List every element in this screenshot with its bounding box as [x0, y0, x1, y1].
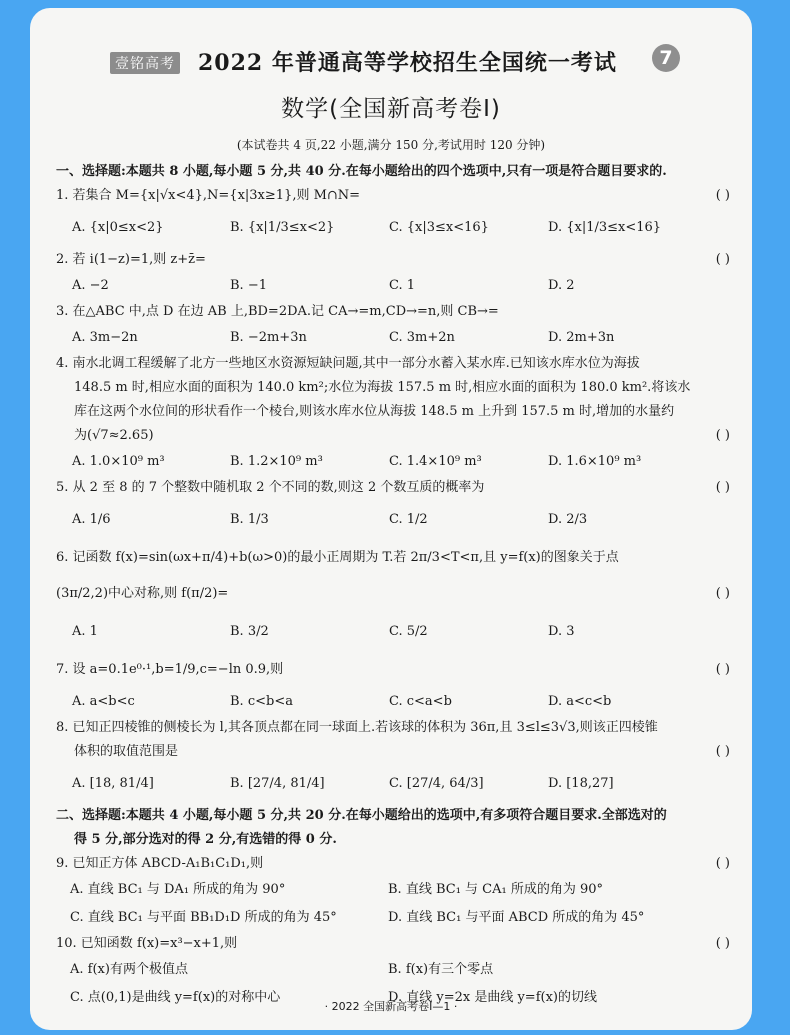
option-c: C. 1.4×10⁹ m³ — [389, 454, 482, 469]
option-a: A. f(x)有两个极值点 — [70, 962, 188, 977]
option-c: C. [27/4, 64/3] — [389, 776, 484, 791]
paper-number-badge: 7 — [652, 44, 680, 72]
question-stem — [56, 184, 740, 208]
question-3-stem: 3. 在△ABC 中,点 D 在边 AB 上,BD=2DA.记 CA→=m,CD→=n,则 CB→= — [56, 304, 499, 319]
question-5-options — [56, 500, 740, 540]
option-b: B. [27/4, 81/4] — [230, 776, 325, 791]
answer-bracket: ( ) — [715, 744, 730, 759]
question-4-line: 4. 南水北调工程缓解了北方一些地区水资源短缺问题,其中一部分水蓄入某水库.已知该水库水位为海拔 — [56, 356, 640, 371]
option-d: D. [18,27] — [548, 776, 614, 791]
brand-logo: 壹铭高考 — [110, 52, 180, 74]
question-6-options — [56, 612, 740, 652]
page-footer: · 2022 全国新高考卷Ⅰ—1 · — [324, 1000, 458, 1013]
option-d: D. 2/3 — [548, 512, 588, 527]
question-8-line: 体积的取值范围是 — [74, 744, 179, 759]
answer-bracket: ( ) — [715, 480, 730, 495]
option-a: A. [18, 81/4] — [72, 776, 154, 791]
option-c: C. {x|3≤x<16} — [389, 220, 489, 235]
option-a: A. 3m−2n — [72, 330, 138, 345]
question-stem — [56, 476, 740, 500]
answer-bracket: ( ) — [715, 188, 730, 203]
exam-paper — [30, 8, 752, 1030]
question-10-options — [56, 956, 740, 984]
questions-body — [56, 160, 740, 1012]
option-d: D. a<c<b — [548, 694, 612, 709]
subject-title: 数学(全国新高考卷Ⅰ) — [281, 96, 501, 122]
question-6-line: 6. 记函数 f(x)=sin(ωx+π/4)+b(ω>0)的最小正周期为 T.若 2π/3<T<π,且 y=f(x)的图象关于点 — [56, 550, 619, 565]
option-b: B. 3/2 — [230, 624, 269, 639]
section-heading: 二、选择题:本题共 4 小题,每小题 5 分,共 20 分.在每小题给出的选项中,有多项符合题目要求.全部选对的 — [56, 808, 667, 823]
exam-header — [30, 44, 752, 84]
option-b: B. f(x)有三个零点 — [388, 962, 494, 977]
answer-bracket: ( ) — [715, 856, 730, 871]
option-b: B. 1.2×10⁹ m³ — [230, 454, 323, 469]
option-b: B. c<b<a — [230, 694, 293, 709]
question-2-options — [56, 272, 740, 300]
option-c: C. 1/2 — [389, 512, 428, 527]
option-d: D. 2 — [548, 278, 575, 293]
question-9-options — [56, 876, 740, 904]
option-a: A. 1.0×10⁹ m³ — [72, 454, 165, 469]
question-stem — [56, 852, 740, 876]
option-c: C. 点(0,1)是曲线 y=f(x)的对称中心 — [70, 990, 281, 1005]
option-a: A. {x|0≤x<2} — [72, 220, 164, 235]
question-4-options — [56, 448, 740, 476]
question-stem — [56, 652, 740, 688]
paper-info: (本试卷共 4 页,22 小题,满分 150 分,考试用时 120 分钟) — [236, 138, 546, 152]
option-d: D. 1.6×10⁹ m³ — [548, 454, 642, 469]
option-d: D. 3 — [548, 624, 575, 639]
answer-bracket: ( ) — [715, 586, 730, 601]
question-4-line: 148.5 m 时,相应水面的面积为 140.0 km²;水位为海拔 157.5 m 时,相应水面的面积为 180.0 km².将该水 — [74, 380, 691, 395]
question-4-line: 为(√7≈2.65) — [74, 428, 154, 443]
option-b: B. −1 — [230, 278, 267, 293]
option-b: B. 直线 BC₁ 与 CA₁ 所成的角为 90° — [388, 882, 604, 897]
question-7-stem: 7. 设 a=0.1e⁰·¹,b=1/9,c=−ln 0.9,则 — [56, 662, 284, 677]
option-c: C. 直线 BC₁ 与平面 BB₁D₁D 所成的角为 45° — [70, 910, 337, 925]
option-d: D. {x|1/3≤x<16} — [548, 220, 662, 235]
question-stem — [56, 248, 740, 272]
question-1-options — [56, 208, 740, 248]
option-a: A. 1 — [72, 624, 98, 639]
option-c: C. c<a<b — [389, 694, 452, 709]
question-7-options — [56, 688, 740, 716]
question-8-options — [56, 764, 740, 804]
question-10-stem: 10. 已知函数 f(x)=x³−x+1,则 — [56, 936, 238, 951]
question-8-line: 8. 已知正四棱锥的侧棱长为 l,其各顶点都在同一球面上.若该球的体积为 36π,且 3≤l≤3√3,则该正四棱锥 — [56, 720, 658, 735]
question-1-stem: 1. 若集合 M={x|√x<4},N={x|3x≥1},则 M∩N= — [56, 188, 361, 203]
option-c: C. 1 — [389, 278, 416, 293]
question-9-stem: 9. 已知正方体 ABCD-A₁B₁C₁D₁,则 — [56, 856, 264, 871]
question-stem — [56, 576, 740, 612]
option-c: C. 5/2 — [389, 624, 428, 639]
question-6-line: (3π/2,2)中心对称,则 f(π/2)= — [56, 586, 229, 601]
answer-bracket: ( ) — [715, 662, 730, 677]
option-a: A. 直线 BC₁ 与 DA₁ 所成的角为 90° — [70, 882, 286, 897]
question-2-stem: 2. 若 i(1−z)=1,则 z+z̄= — [56, 252, 206, 267]
section-heading: 一、选择题:本题共 8 小题,每小题 5 分,共 40 分.在每小题给出的四个选项中,只有一项是符合题目要求的. — [56, 164, 667, 179]
option-b: B. {x|1/3≤x<2} — [230, 220, 335, 235]
question-stem — [56, 932, 740, 956]
option-a: A. −2 — [72, 278, 109, 293]
option-d: D. 2m+3n — [548, 330, 615, 345]
exam-title: 2022 年普通高等学校招生全国统一考试 — [198, 50, 617, 76]
answer-bracket: ( ) — [715, 428, 730, 443]
question-5-stem: 5. 从 2 至 8 的 7 个整数中随机取 2 个不同的数,则这 2 个数互质的概率为 — [56, 480, 485, 495]
option-a: A. 1/6 — [72, 512, 111, 527]
question-9-options — [56, 904, 740, 932]
option-d: D. 直线 BC₁ 与平面 ABCD 所成的角为 45° — [388, 910, 645, 925]
question-3-options — [56, 324, 740, 352]
option-b: B. −2m+3n — [230, 330, 307, 345]
option-a: A. a<b<c — [72, 694, 135, 709]
option-c: C. 3m+2n — [389, 330, 455, 345]
answer-bracket: ( ) — [715, 252, 730, 267]
question-stem — [56, 424, 740, 448]
question-4-line: 库在这两个水位间的形状看作一个棱台,则该水库水位从海拔 148.5 m 上升到 157.5 m 时,增加的水量约 — [74, 404, 675, 419]
option-d: D. 直线 y=2x 是曲线 y=f(x)的切线 — [388, 990, 597, 1005]
answer-bracket: ( ) — [715, 936, 730, 951]
question-stem — [56, 740, 740, 764]
option-b: B. 1/3 — [230, 512, 269, 527]
question-stem — [56, 300, 740, 324]
section-heading-cont: 得 5 分,部分选对的得 2 分,有选错的得 0 分. — [74, 832, 337, 847]
